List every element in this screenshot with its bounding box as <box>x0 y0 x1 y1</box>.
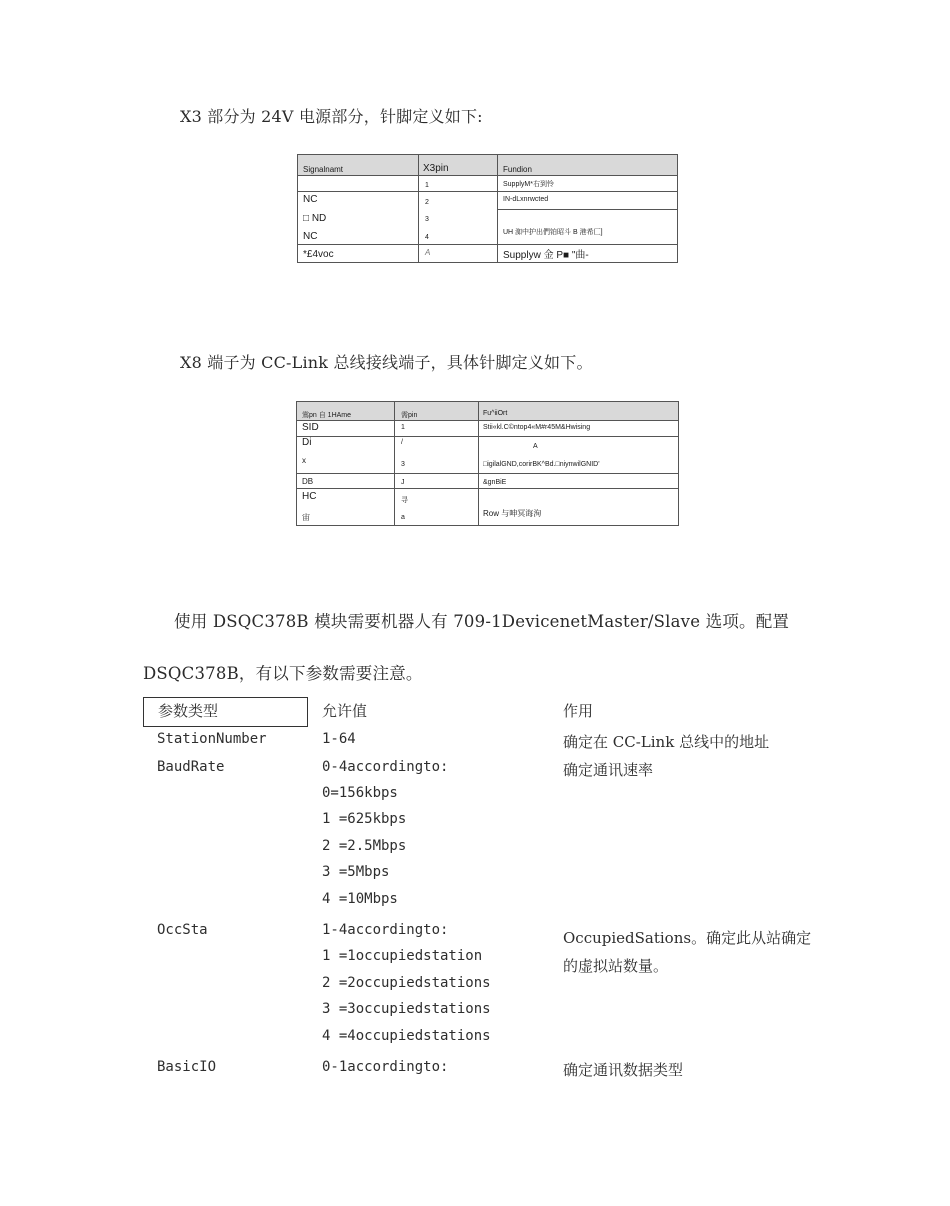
param-effect: 确定通讯数据类型 <box>563 1061 684 1079</box>
param-value: 4 =4occupiedstations <box>322 1028 491 1044</box>
header-param-type: 参数类型 <box>158 702 219 720</box>
param-effect: 确定通讯速率 <box>563 761 654 779</box>
param-value: 3 =5Mbps <box>322 864 390 880</box>
x3-signal: □ ND <box>303 213 327 224</box>
x8-intro-text: X8 端子为 CC-Link 总线接线端子，具体针脚定义如下。 <box>180 353 593 372</box>
x8-function: Row 与呻冥诲洵 <box>483 509 542 518</box>
param-name: BasicIO <box>157 1059 217 1075</box>
x3-signal: *£4voc <box>303 249 334 260</box>
x3-pin: A <box>425 248 431 257</box>
param-name: OccSta <box>157 922 208 938</box>
x3-pin: 4 <box>425 234 429 241</box>
x8-pin: J <box>401 479 405 486</box>
param-value: 0-1accordingto: <box>322 1059 449 1075</box>
x8-signal: DB <box>302 477 314 486</box>
x3-signal: NC <box>303 194 318 205</box>
x3-pin: 3 <box>425 216 429 223</box>
x3-intro-text: X3 部分为 24V 电源部分，针脚定义如下: <box>180 107 483 126</box>
param-name: StationNumber <box>157 731 267 747</box>
header-effect: 作用 <box>563 702 594 720</box>
param-value: 2 =2occupiedstations <box>322 975 491 991</box>
param-value: 1-64 <box>322 731 356 747</box>
x8-pin: 寻 <box>401 497 408 504</box>
x8-signal: Di <box>302 437 312 448</box>
param-name: BaudRate <box>157 759 225 775</box>
param-effect: OccupiedSations。确定此从站确定 <box>563 929 812 947</box>
param-value: 0=156kbps <box>322 785 398 801</box>
param-effect: 确定在 CC-Link 总线中的地址 <box>563 733 770 751</box>
x8-function: A <box>533 443 538 450</box>
x3-header-function: Fundion <box>503 165 532 174</box>
x8-signal: SID <box>302 422 319 433</box>
param-value: 1 =625kbps <box>322 811 407 827</box>
param-value: 0-4accordingto: <box>322 759 449 775</box>
paragraph-line-2: DSQC378B，有以下参数需要注意。 <box>143 664 423 683</box>
x3-function: Supplyw 金 P■ "曲- <box>503 250 589 261</box>
param-value: 1 =1occupiedstation <box>322 948 483 964</box>
x8-pin: a <box>401 514 405 521</box>
x3-pin: 1 <box>425 182 429 189</box>
x3-function: SupplyM*右到怜 <box>503 181 554 188</box>
x8-signal: HC <box>302 491 317 502</box>
paragraph-line-1: 使用 DSQC378B 模块需要机器人有 709-1DevicenetMaster/Slave 选项。配置 <box>174 612 790 631</box>
x8-signal: 宙 <box>302 513 310 522</box>
x8-header-function: Fu^iiOrt <box>483 410 508 417</box>
x3-header-signal: Signalnamt <box>303 165 344 174</box>
header-allowed-values: 允许值 <box>322 702 368 720</box>
x8-pin: 3 <box>401 461 405 468</box>
x3-pin: 2 <box>425 199 429 206</box>
x3-header-pin: X3pin <box>423 163 449 174</box>
x8-pin: / <box>401 439 403 446</box>
param-value: 4 =10Mbps <box>322 891 398 907</box>
param-value: 2 =2.5Mbps <box>322 838 407 854</box>
x8-function: □igilalGND,corirBK^Bd.□niynwilGNID' <box>483 461 600 468</box>
x3-signal: NC <box>303 231 318 242</box>
x8-function: &gnBiE <box>483 479 507 486</box>
x8-function: Stii«kl.C©ntop4«M#r45M&Hwising <box>483 424 591 431</box>
x3-function: IN-dLxnrwcted <box>503 196 549 203</box>
x8-header-signal: 鴬pn 自 1HAme <box>302 412 352 419</box>
param-value: 3 =3occupiedstations <box>322 1001 491 1017</box>
x8-header-pin: 需pin <box>401 412 418 419</box>
x3-function: UH 洳中护出們铂昭斗 B 港希匚] <box>503 229 603 236</box>
param-value: 1-4accordingto: <box>322 922 449 938</box>
x8-signal: x <box>302 456 306 465</box>
param-effect: 的虚拟站数量。 <box>563 957 669 975</box>
x8-pin: 1 <box>401 424 405 431</box>
